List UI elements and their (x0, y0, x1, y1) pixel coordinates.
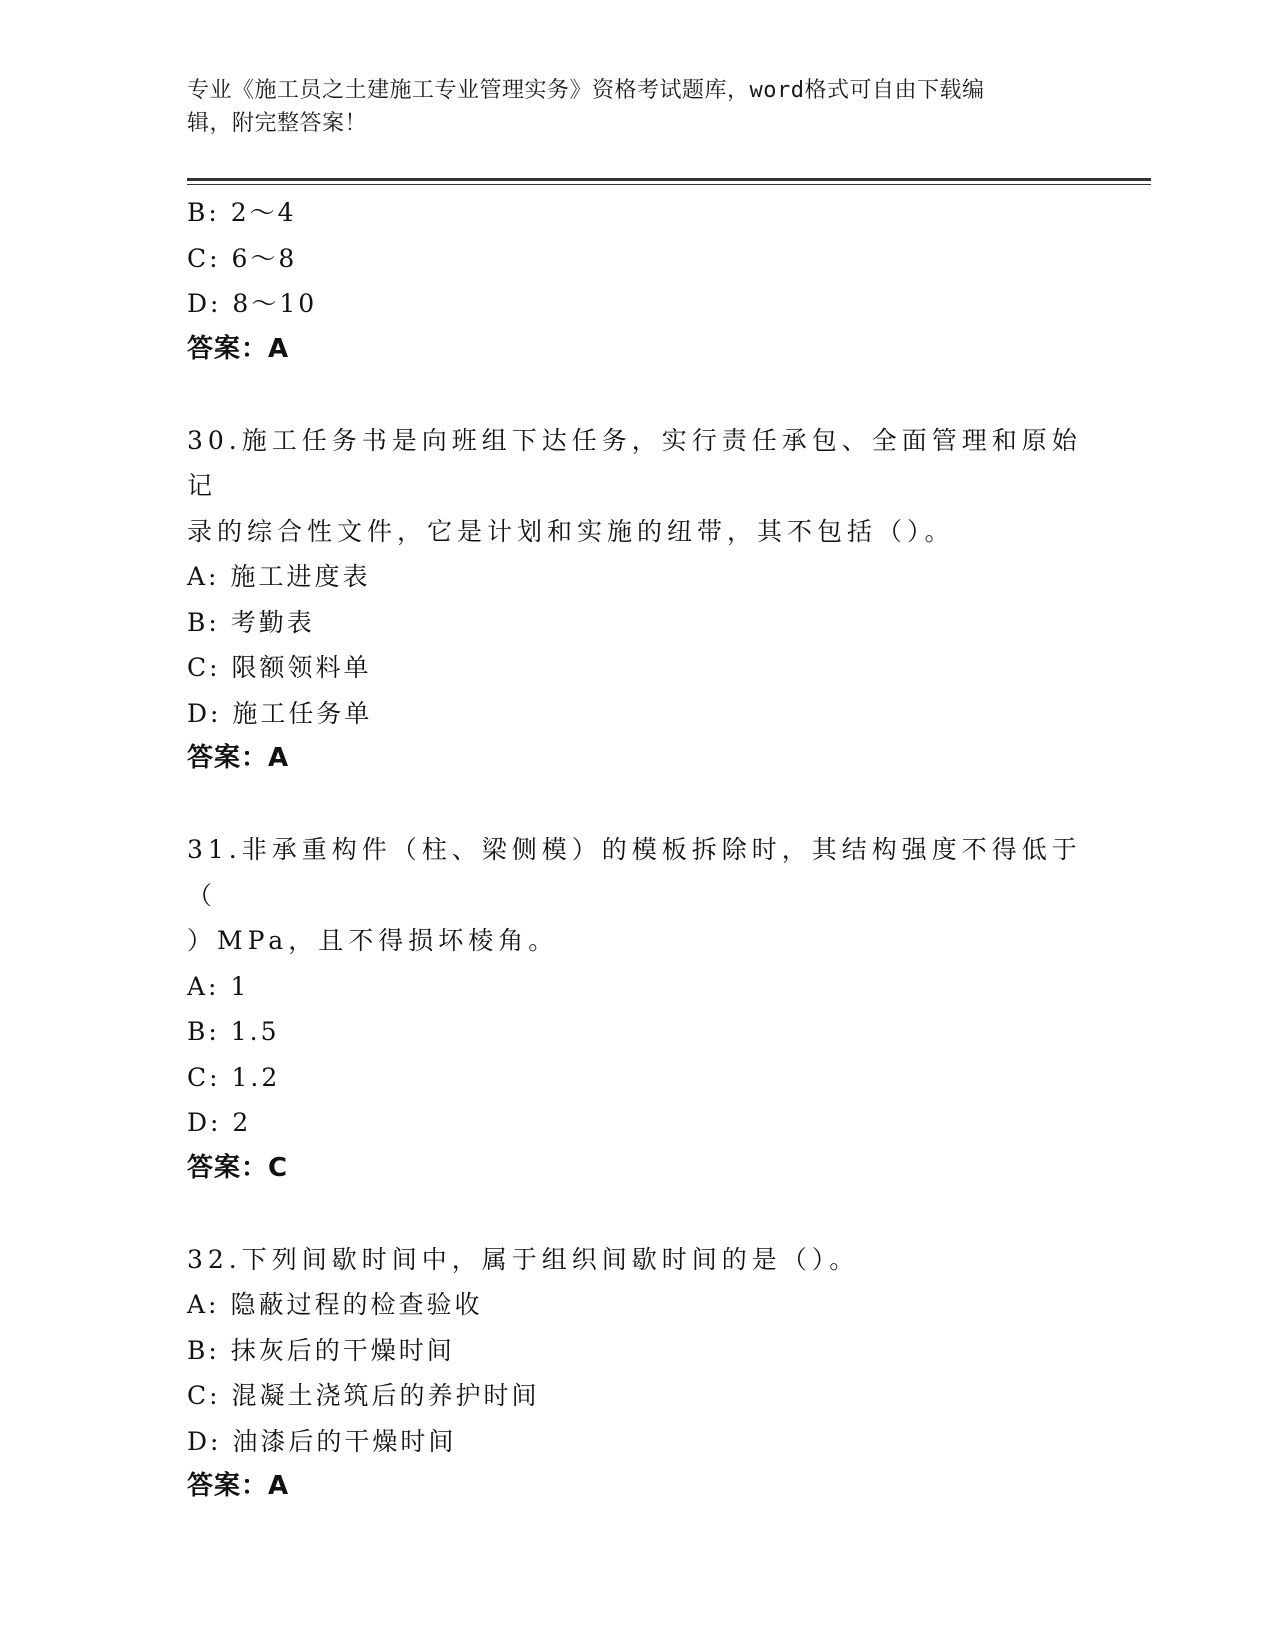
question-stem-line-1 (187, 418, 1087, 509)
question-block-continued (187, 190, 1087, 372)
option-label: B: (187, 1017, 220, 1046)
option-d (187, 1100, 1087, 1146)
option-text: 考勤表 (230, 607, 315, 637)
spacer (187, 372, 1087, 418)
option-b (187, 190, 1087, 236)
question-text: 下列间歇时间中，属于组织间歇时间的是（）。 (241, 1244, 860, 1274)
option-text: 8～10 (232, 289, 318, 318)
option-a (187, 1282, 1087, 1328)
header-divider-thick (187, 178, 1151, 181)
option-text: 油漆后的干燥时间 (232, 1426, 457, 1456)
option-c (187, 236, 1087, 282)
question-number: 32. (187, 1244, 242, 1274)
answer-line: 答案：C (187, 1152, 289, 1183)
option-label: D: (187, 1108, 222, 1137)
option-d (187, 1419, 1087, 1465)
option-label: C: (187, 243, 221, 273)
option-d (187, 281, 1087, 327)
question-stem-line-1 (187, 827, 1087, 918)
question-number: 30. (187, 425, 242, 455)
option-label: D: (187, 1426, 222, 1456)
option-a (187, 554, 1087, 600)
document-body (187, 190, 1087, 1510)
option-text: 混凝土浇筑后的养护时间 (231, 1381, 540, 1410)
question-number: 31. (187, 835, 242, 864)
answer-line: 答案：A (187, 1471, 290, 1501)
option-text: 2 (232, 1108, 252, 1137)
option-text: 2～4 (230, 198, 297, 227)
option-text: 1.5 (230, 1017, 280, 1046)
question-stem-line-1 (187, 1237, 1087, 1283)
header-line-1: 专业《施工员之土建施工专业管理实务》资格考试题库，word格式可自由下载编 (187, 78, 985, 103)
option-text: 施工任务单 (232, 698, 373, 728)
option-b (187, 600, 1087, 646)
spacer (187, 1191, 1087, 1237)
option-label: C: (187, 1062, 221, 1092)
header-divider-thin (187, 184, 1151, 185)
option-text: 限额领料单 (231, 653, 372, 682)
option-text: 1 (230, 971, 250, 1001)
option-label: D: (187, 289, 222, 318)
option-text: 隐蔽过程的检查验收 (230, 1290, 483, 1319)
option-b (187, 1009, 1087, 1055)
option-a (187, 964, 1087, 1010)
question-text: 非承重构件（柱、梁侧模）的模板拆除时，其结构强度不得低于（ (187, 835, 1082, 910)
option-text: 1.2 (231, 1062, 281, 1092)
header-line-2: 辑，附完整答案！ (187, 111, 368, 136)
option-text: 抹灰后的干燥时间 (230, 1335, 455, 1365)
option-label: A: (187, 1290, 220, 1319)
page-header (187, 74, 1087, 140)
answer-line: 答案：A (187, 743, 290, 773)
option-c (187, 1055, 1087, 1101)
option-label: A: (187, 562, 220, 591)
option-label: C: (187, 1381, 221, 1410)
option-label: A: (187, 971, 220, 1001)
question-stem-line-2: ）MPa，且不得损坏棱角。 (187, 926, 559, 955)
option-c (187, 645, 1087, 691)
question-text: 施工任务书是向班组下达任务，实行责任承包、全面管理和原始记 (187, 425, 1082, 500)
option-label: C: (187, 653, 221, 682)
option-text: 6～8 (231, 243, 298, 273)
option-c (187, 1373, 1087, 1419)
option-text: 施工进度表 (230, 562, 371, 591)
option-label: B: (187, 607, 220, 637)
option-label: D: (187, 698, 222, 728)
spacer (187, 782, 1087, 828)
question-block-32 (187, 1237, 1087, 1510)
question-block-30 (187, 418, 1087, 782)
question-block-31 (187, 827, 1087, 1191)
option-b (187, 1328, 1087, 1374)
option-label: B: (187, 198, 220, 227)
answer-line: 答案：A (187, 333, 290, 364)
question-stem-line-2: 录的综合性文件，它是计划和实施的纽带，其不包括（）。 (187, 516, 955, 546)
option-d (187, 691, 1087, 737)
option-label: B: (187, 1335, 220, 1365)
